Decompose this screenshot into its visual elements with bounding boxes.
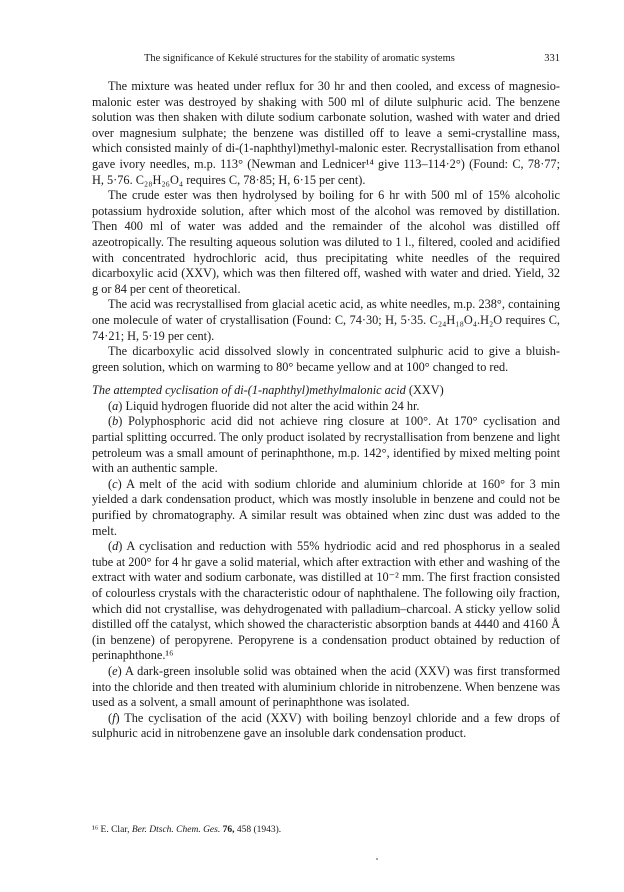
body-text — [92, 79, 560, 742]
item-text: A cyclisation and reduction with 55% hydriodic acid and red phosphorus in a sealed tube at 200° for 4 hr gave a solid material, which after extraction with ether and washing of the extract with water and sodium carbonate, was distilled at 10⁻² mm. The first fraction consisted of colourless crystals with the characteristic odour of naphthalene. The following oily fraction, which did not crystallise, was dehydrogenated with palladium–charcoal. A sticky yellow solid distilled off the catalyst, which showed the characteristic absorption bands at 4440 and 4160 Å (in benzene) of peropyrene. Peropyrene is a condensation product obtained by reduction of perinaphthone.¹⁶ — [92, 539, 560, 663]
footnote-volume: 76, — [222, 825, 235, 835]
footnote-author: E. Clar, — [100, 825, 130, 835]
section-heading-title: The attempted cyclisation of di-(1-naphthyl)methylmalonic acid — [92, 383, 406, 398]
item-marker: d — [112, 539, 119, 554]
list-item-a: (a) Liquid hydrogen fluoride did not alter the acid within 24 hr. — [108, 398, 420, 413]
section-heading — [92, 383, 560, 399]
page-number: 331 — [544, 53, 560, 64]
item-text: A melt of the acid with sodium chloride and aluminium chloride at 160° for 3 min yielded a dark condensation product, which was mostly insoluble in benzene and could not be purified by chromatography. A similar result was obtained when zinc dust was added to the melt. — [92, 476, 560, 538]
item-text: Polyphosphoric acid did not achieve ring closure at 100°. At 170° cyclisation and partial splitting occurred. The only product isolated by recrystallisation from benzene and light petroleum was a small amount of perinaphthone, m.p. 142°, identified by mixed melting point with an authentic sample. — [92, 414, 561, 476]
item-marker: c — [112, 476, 118, 491]
list-item-d: (d) A cyclisation and reduction with 55% hydriodic acid and red phosphorus in a sealed tube at 200° for 4 hr gave a solid material, which after extraction with ether and washing of the extract with water and sodium carbonate, was distilled at 10⁻² mm. The first fraction consisted of colourless crystals with the characteristic odour of naphthalene. The following oily fraction, which did not crystallise, was dehydrogenated with palladium–charcoal. A sticky yellow solid distilled off the catalyst, which showed the characteristic absorption bands at 4440 and 4160 Å (in benzene) of peropyrene. Peropyrene is a condensation product obtained by reduction of perinaphthone.¹⁶ — [92, 539, 560, 663]
footnote — [92, 824, 560, 836]
paragraph-3: The acid was recrystallised from glacial acetic acid, as white needles, m.p. 238°, containing one molecule of water of crystallisation (Found: C, 74·30; H, 5·35. C₂₄H₁₈O₄.H₂O requires C, 74·21; H, 5·19 per cent). — [92, 297, 560, 343]
item-marker: b — [112, 414, 119, 429]
section-heading-label: (XXV) — [408, 383, 444, 398]
list-item-e: (e) A dark-green insoluble solid was obtained when the acid (XXV) was first transformed into the chloride and then treated with aluminium chloride in nitrobenzene. When benzene was used as a solvent, a small amount of perinaphthone was isolated. — [92, 663, 560, 710]
item-text: The cyclisation of the acid (XXV) with boiling benzoyl chloride and a few drops of sulphuric acid in nitrobenzene gave an insoluble dark condensation product. — [92, 710, 560, 741]
item-marker: e — [112, 663, 118, 678]
item-text: A dark-green insoluble solid was obtained when the acid (XXV) was first transformed into the chloride and then treated with aluminium chloride in nitrobenzene. When benzene was used as a solvent, a small amount of perinaphthone was isolated. — [92, 663, 560, 710]
footnote-rest: 458 (1943). — [236, 825, 282, 835]
item-marker: a — [112, 398, 119, 413]
paragraph-2: The crude ester was then hydrolysed by boiling for 6 hr with 500 ml of 15% alcoholic potassium hydroxide solution, after which most of the alcohol was removed by distillation. Then 400 ml of water was added and the remainder of the alcohol was distilled off azeotropically. The resulting aqueous solution was diluted to 1 l., filtered, cooled and acidified with concentrated hydrochloric acid, thus precipitating white needles of the required dicarboxylic acid (XXV), which was then filtered off, washed with water and dried. Yield, 32 g or 84 per cent of theoretical. — [92, 188, 560, 296]
list-item-b: (b) Polyphosphoric acid did not achieve ring closure at 100°. At 170° cyclisation and partial splitting occurred. The only product isolated by recrystallisation from benzene and light petroleum was a small amount of perinaphthone, m.p. 142°, identified by mixed melting point with an authentic sample. — [92, 414, 561, 476]
list-item-c: (c) A melt of the acid with sodium chloride and aluminium chloride at 160° for 3 min yielded a dark condensation product, which was mostly insoluble in benzene and could not be purified by chromatography. A similar result was obtained when zinc dust was added to the melt. — [92, 476, 560, 538]
footnote-journal: Ber. Dtsch. Chem. Ges. — [131, 825, 221, 835]
footnote-marker: ¹⁶ — [92, 825, 99, 835]
item-marker: f — [112, 710, 116, 725]
list-item-f: (f) The cyclisation of the acid (XXV) with boiling benzoyl chloride and a few drops of sulphuric acid in nitrobenzene gave an insoluble dark condensation product. — [92, 710, 560, 741]
item-text: Liquid hydrogen fluoride did not alter the acid within 24 hr. — [125, 398, 420, 413]
running-title: The significance of Kekulé structures for the stability of aromatic systems — [144, 53, 455, 64]
paragraph-1: The mixture was heated under reflux for 30 hr and then cooled, and excess of magnesio-malonic ester was destroyed by shaking with 500 ml of dilute sulphuric acid. The benzene solution was then shaken with dilute sodium carbonate solution, washed with water and dried over magnesium sulphate; the benzene was distilled off to leave a semi-crystalline mass, which consisted mainly of di-(1-naphthyl)methyl-malonic ester. Recrystallisation from ethanol gave ivory needles, m.p. 113° (Newman and Lednicer¹⁴ give 113–114·2°) (Found: C, 78·77; H, 5·76. C₂₈H₂₆O₄ requires C, 78·85; H, 6·15 per cent). — [92, 79, 560, 187]
paragraph-4: The dicarboxylic acid dissolved slowly in concentrated sulphuric acid to give a bluish-green solution, which on warming to 80° became yellow and at 100° changed to red. — [92, 344, 560, 374]
page-speck — [376, 858, 378, 860]
